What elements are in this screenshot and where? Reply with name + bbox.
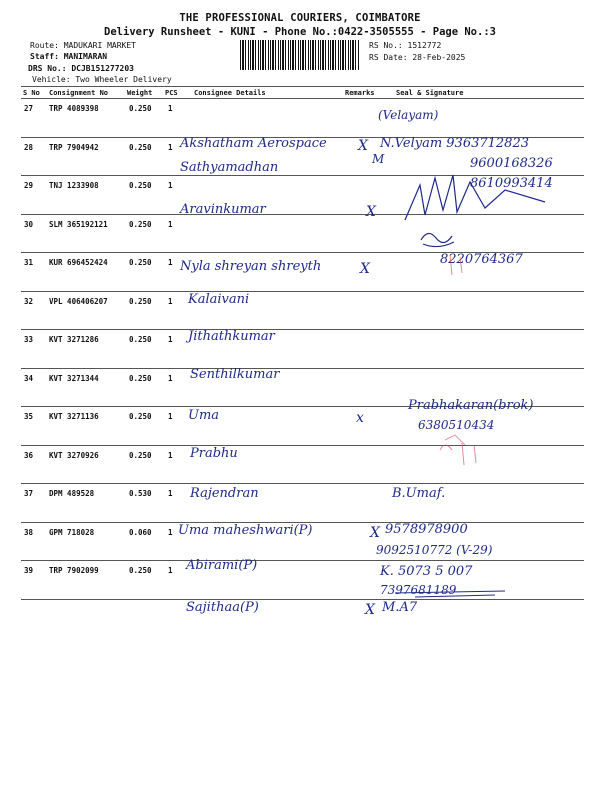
consignee-handwriting: Aravinkumar <box>180 202 266 217</box>
signature-handwriting: K. 5073 5 007 <box>380 564 473 579</box>
cell-pcs: 1 <box>168 489 173 498</box>
cell-sno: 35 <box>24 412 34 421</box>
cell-pcs: 1 <box>168 104 173 113</box>
consignee-handwriting: Sathyamadhan <box>180 160 279 175</box>
signature-handwriting: M.A7 <box>382 600 418 615</box>
drs-line <box>28 64 134 73</box>
remark-mark: x <box>356 410 364 426</box>
remark-mark: X <box>366 204 376 220</box>
consignee-handwriting: Uma <box>188 408 220 423</box>
table-row <box>21 484 584 522</box>
cell-sno: 29 <box>24 181 34 190</box>
cell-sno: 36 <box>24 450 34 460</box>
table-row <box>21 600 584 638</box>
route-label: Route: <box>30 41 59 50</box>
cell-pcs: 1 <box>168 181 173 190</box>
signature-handwriting: B.Umaf. <box>392 486 446 501</box>
consignee-handwriting: Nyla shreyan shreyth <box>180 259 322 274</box>
cell-pcs: 1 <box>168 373 173 383</box>
vehicle-value: Two Wheeler Delivery <box>75 75 172 84</box>
consignee-handwriting: Akshatham Aerospace <box>180 136 327 151</box>
remark-mark: X <box>365 602 375 618</box>
cell-consignment: TRP 7902099 <box>49 566 99 575</box>
col-consignment: Consignment No <box>49 89 109 97</box>
cell-consignment: TRP 4089398 <box>49 104 99 113</box>
cell-consignment: KVT 3271286 <box>49 335 99 344</box>
cell-pcs: 1 <box>168 450 173 460</box>
cell-consignment: DPM 489528 <box>49 489 95 498</box>
col-weight: Weight <box>127 89 153 97</box>
cell-pcs: 1 <box>168 412 173 421</box>
cell-weight: 0.060 <box>129 527 152 537</box>
cell-pcs: 1 <box>168 335 173 344</box>
cell-pcs: 1 <box>168 142 173 152</box>
vehicle-label: Vehicle: <box>32 75 71 84</box>
signature-note-handwriting: 9092510772 (V-29) <box>376 543 493 557</box>
cell-weight: 0.250 <box>129 296 152 306</box>
signature-scribble-29 <box>395 170 555 225</box>
cell-consignment: KVT 3270926 <box>49 450 99 460</box>
remark-mark: X <box>370 525 380 541</box>
cell-consignment: TRP 7904942 <box>49 142 99 152</box>
cell-pcs: 1 <box>168 296 173 306</box>
cell-pcs: 1 <box>168 527 173 537</box>
cell-sno: 27 <box>24 104 34 113</box>
cell-sno: 31 <box>24 258 34 267</box>
vehicle-line <box>32 75 172 84</box>
consignee-handwriting: Rajendran <box>190 486 259 501</box>
cell-weight: 0.250 <box>129 335 152 344</box>
cell-weight: 0.250 <box>129 412 152 421</box>
signature-handwriting: N.Velyam 9363712823 <box>380 136 529 151</box>
signature-note-handwriting: 6380510434 <box>418 418 495 432</box>
consignee-handwriting: Uma maheshwari(P) <box>178 523 313 538</box>
rs-no-line <box>369 41 441 50</box>
signature-handwriting: 8610993414 <box>470 176 553 191</box>
signature-handwriting: 8220764367 <box>440 252 523 267</box>
cell-pcs: 1 <box>168 219 173 229</box>
route-line <box>30 41 136 50</box>
rs-no-label: RS No.: <box>369 41 403 50</box>
consignee-handwriting: Kalaivani <box>188 292 250 307</box>
cell-consignment: KVT 3271136 <box>49 412 99 421</box>
cell-sno: 38 <box>24 527 34 537</box>
rs-date-line <box>369 53 465 62</box>
cell-sno: 33 <box>24 335 34 344</box>
runsheet-subtitle: Delivery Runsheet - KUNI - Phone No.:0422-3505555 - Page No.:3 <box>104 26 496 38</box>
consignee-handwriting: Senthilkumar <box>190 367 280 382</box>
rs-no-value: 1512772 <box>407 41 442 50</box>
cell-weight: 0.250 <box>129 219 152 229</box>
cell-weight: 0.250 <box>129 373 152 383</box>
signature-note-handwriting: (Velayam) <box>378 108 439 122</box>
cell-weight: 0.250 <box>129 566 152 575</box>
col-signature: Seal & Signature <box>396 89 464 97</box>
cell-weight: 0.530 <box>129 489 152 498</box>
route-value: MADUKARI MARKET <box>63 41 136 50</box>
drs-label: DRS No.: <box>28 64 67 73</box>
cell-weight: 0.250 <box>129 450 152 460</box>
cell-weight: 0.250 <box>129 258 152 267</box>
cell-pcs: 1 <box>168 566 173 575</box>
signature-note-handwriting: 7397681189 <box>380 583 457 597</box>
cell-weight: 0.250 <box>129 142 152 152</box>
col-pcs: PCS <box>165 89 178 97</box>
remark-mark: X <box>360 261 370 277</box>
cell-consignment: SLM 365192121 <box>49 219 108 229</box>
consignee-handwriting: Sajithaa(P) <box>186 600 259 615</box>
col-consignee: Consignee Details <box>194 89 266 97</box>
col-remarks: Remarks <box>345 89 375 97</box>
cell-consignment: KUR 696452424 <box>49 258 108 267</box>
red-stamp-marks <box>430 245 500 475</box>
cell-consignment: TNJ 1233908 <box>49 181 99 190</box>
cell-sno: 28 <box>24 142 34 152</box>
table-top-rule <box>21 86 584 87</box>
cell-sno: 37 <box>24 489 34 498</box>
staff-line <box>30 52 107 61</box>
company-title: THE PROFESSIONAL COURIERS, COIMBATORE <box>179 12 421 24</box>
col-sno: S No <box>23 89 40 97</box>
staff-label: Staff: <box>30 52 59 61</box>
cell-sno: 30 <box>24 219 34 229</box>
cell-consignment: KVT 3271344 <box>49 373 99 383</box>
cell-pcs: 1 <box>168 258 173 267</box>
rs-date-value: 28-Feb-2025 <box>412 53 466 62</box>
strike-through-mark <box>385 585 525 605</box>
table-row <box>21 99 584 137</box>
drs-value: DCJB151277203 <box>71 64 134 73</box>
signature-handwriting: Prabhakaran(brok) <box>408 398 534 413</box>
consignee-handwriting: Prabhu <box>190 446 238 461</box>
remark-mark: X <box>358 138 368 154</box>
cell-consignment: GPM 718028 <box>49 527 95 537</box>
staff-value: MANIMARAN <box>63 52 108 61</box>
consignee-handwriting: Jithathkumar <box>188 329 275 344</box>
barcode <box>240 40 360 70</box>
rs-date-label: RS Date: <box>369 53 408 62</box>
cell-sno: 34 <box>24 373 34 383</box>
cell-weight: 0.250 <box>129 181 152 190</box>
signature-note-handwriting: M <box>372 152 385 166</box>
cell-consignment: VPL 406406207 <box>49 296 108 306</box>
signature-handwriting: 9600168326 <box>470 156 553 171</box>
cell-sno: 39 <box>24 566 34 575</box>
consignee-handwriting: Abirami(P) <box>186 558 258 573</box>
cell-weight: 0.250 <box>129 104 152 113</box>
cell-sno: 32 <box>24 296 34 306</box>
signature-handwriting: 9578978900 <box>385 522 468 537</box>
